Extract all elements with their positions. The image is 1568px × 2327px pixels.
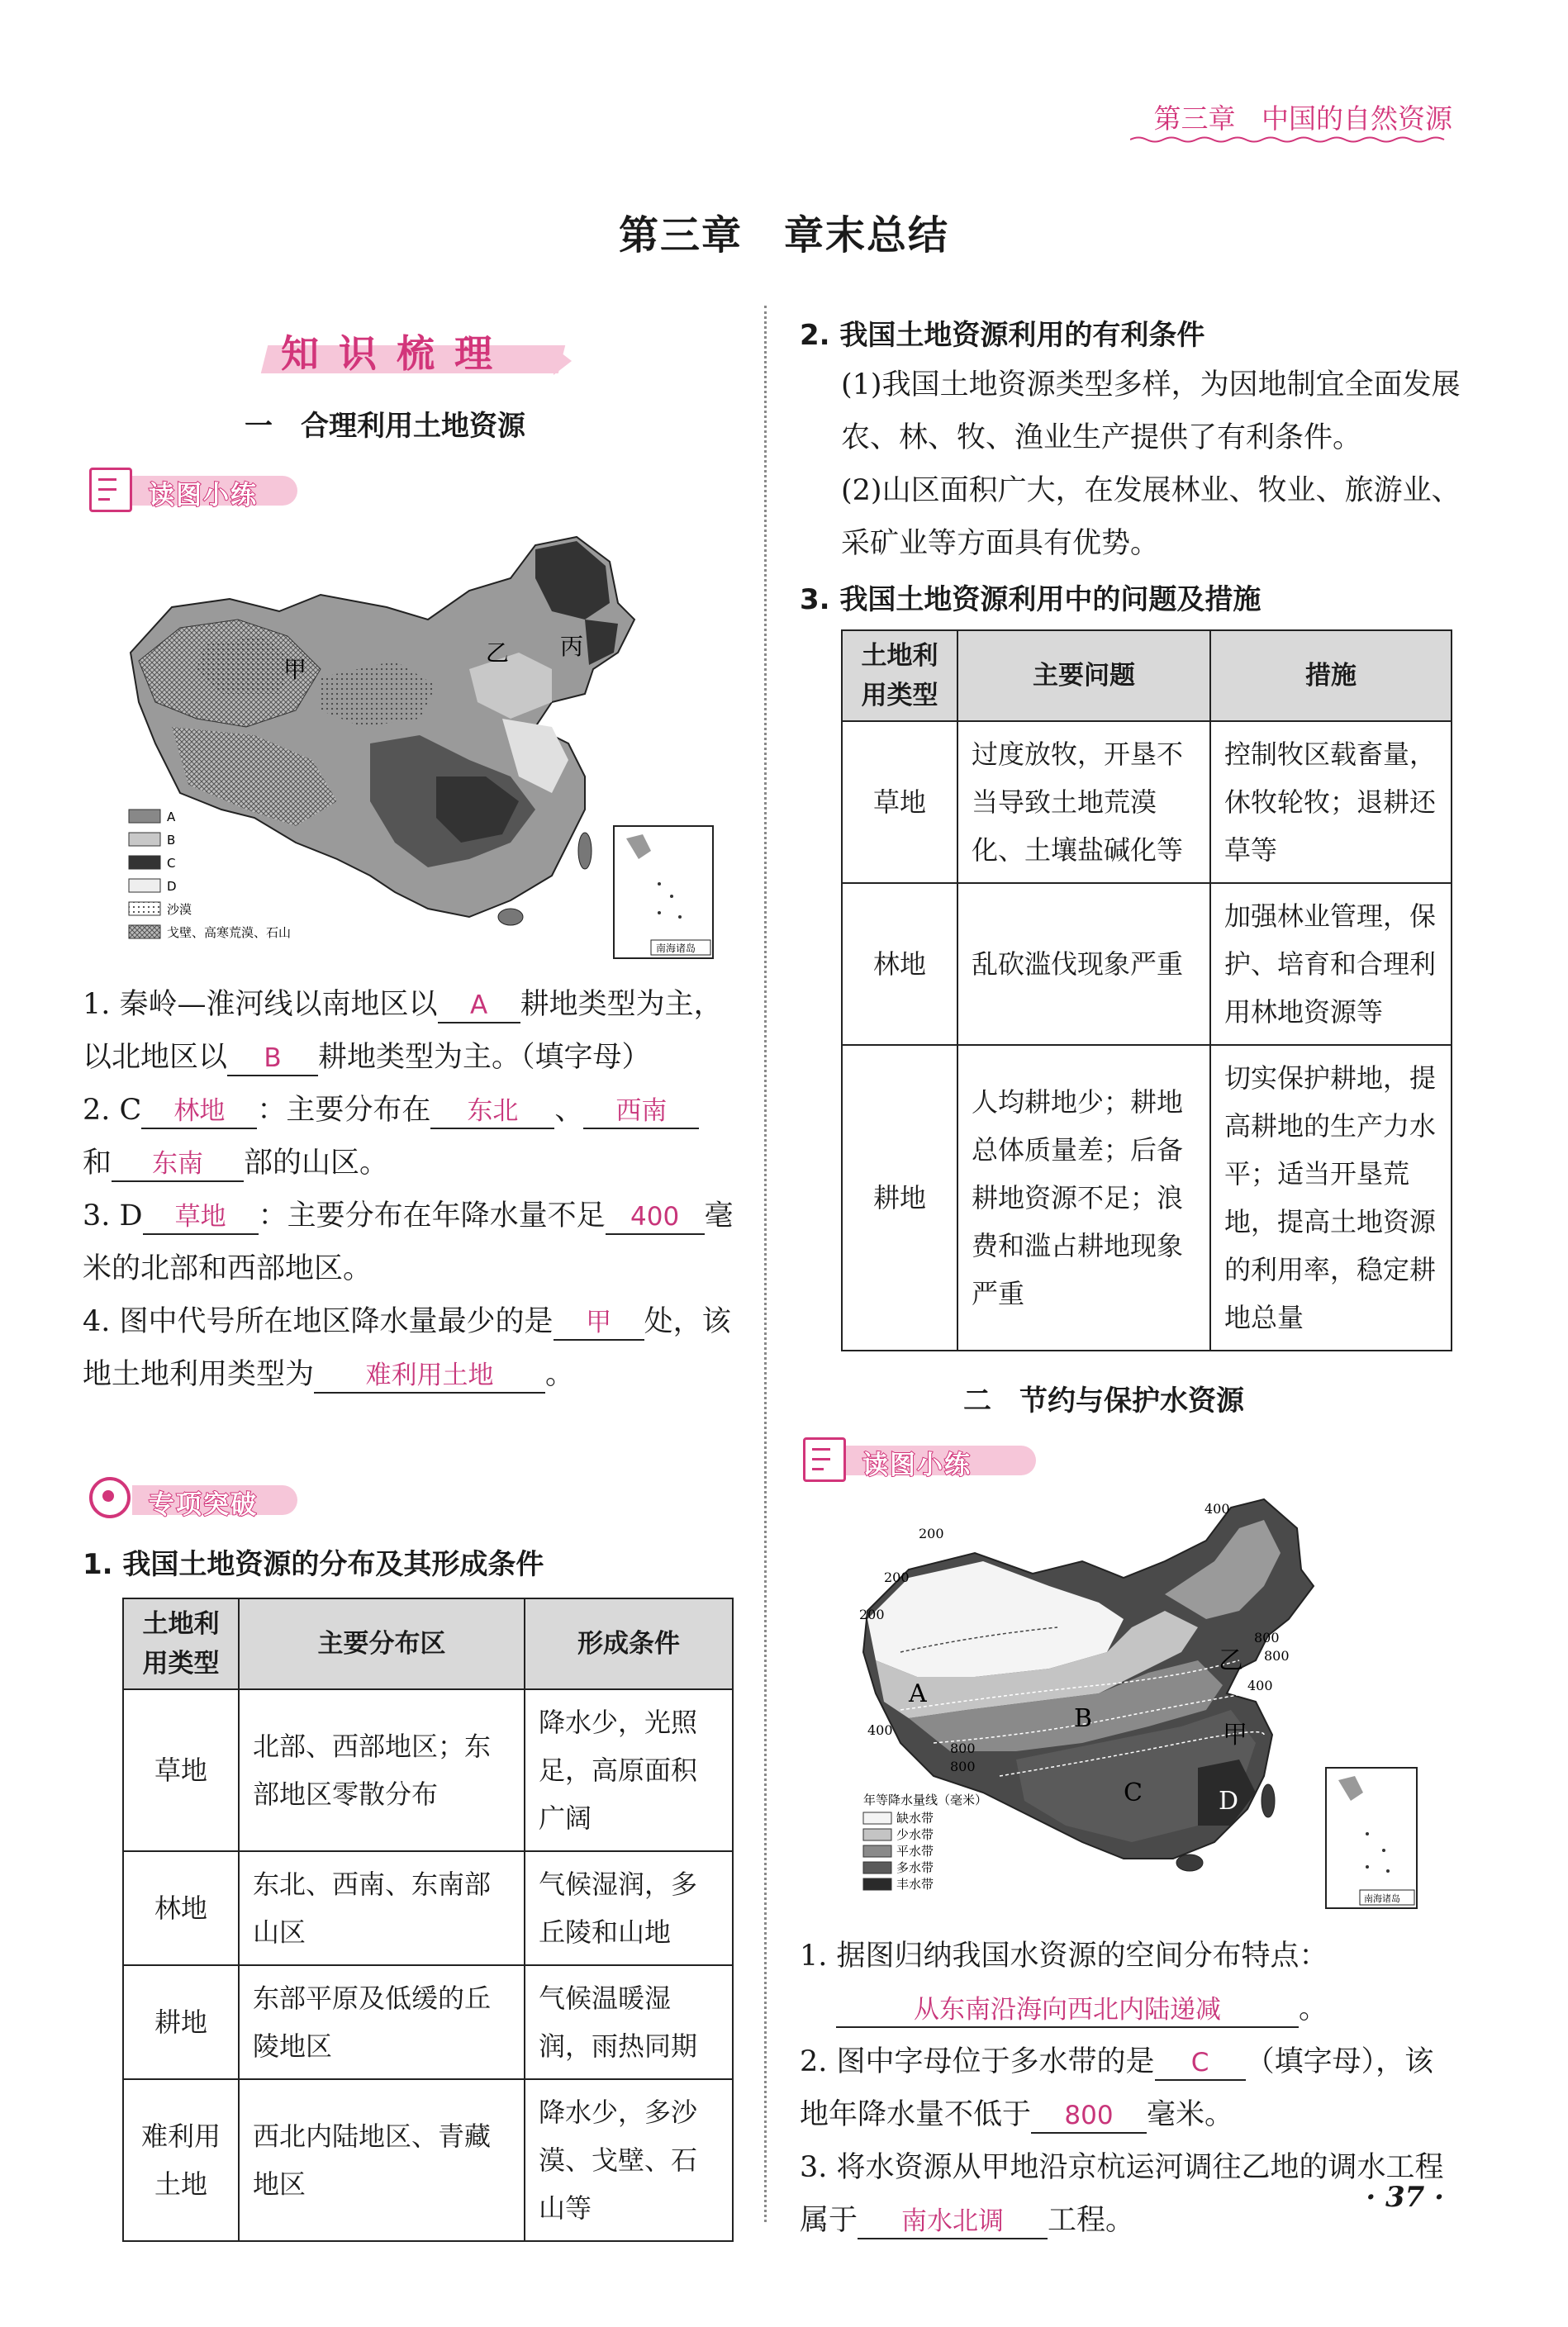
svg-text:B: B xyxy=(1074,1704,1093,1733)
right-h3: 3. 我国土地资源利用中的问题及措施 xyxy=(800,583,1262,616)
svg-text:D: D xyxy=(167,879,177,894)
column-divider xyxy=(764,306,767,2222)
right-h2: 2. 我国土地资源利用的有利条件 xyxy=(800,319,1205,352)
page-number: · 37 · xyxy=(1366,2181,1444,2214)
page-title: 第三章 章末总结 xyxy=(618,212,949,259)
water-resources-map xyxy=(851,1495,1429,1925)
running-header: 第三章 中国的自然资源 xyxy=(1153,102,1452,135)
svg-text:400: 400 xyxy=(867,1722,893,1738)
table1-heading: 1. 我国土地资源的分布及其形成条件 xyxy=(83,1548,544,1581)
right-p2: (2)山区面积广大，在发展林业、牧业、旅游业、采矿业等方面具有优势。 xyxy=(841,474,1461,560)
table-row: 耕地 东部平原及低缓的丘陵地区 气候温暖湿润，雨热同期 xyxy=(123,1965,733,2079)
table-row: 林地 乱砍滥伐现象严重 加强林业管理，保护、培育和合理利用林地资源等 xyxy=(842,883,1452,1045)
answer-blank[interactable]: 从东南沿海向西北内陆递减 xyxy=(836,1993,1299,2028)
t1-header-cell: 土地利用类型 xyxy=(123,1598,239,1689)
table-row: 草地 北部、西部地区；东部地区零散分布 降水少，光照足，高原面积广阔 xyxy=(123,1689,733,1851)
tag-read-map-1: 读图小练 xyxy=(89,468,296,512)
q2-item-3: 3. 将水资源从甲地沿京杭运河调往乙地的调水工程属于 南水北调 工程。 xyxy=(800,2141,1461,2247)
q2-item-1: 1. 据图归纳我国水资源的空间分布特点： 从东南沿海向西北内陆递减 。 xyxy=(800,1930,1461,2035)
tag-special: 专项突破 xyxy=(89,1477,304,1522)
svg-text:800: 800 xyxy=(1254,1630,1280,1646)
answer-blank[interactable]: 西南 xyxy=(583,1095,699,1129)
table-row: 难利用土地 西北内陆地区、青藏地区 降水少，多沙漠、戈壁、石山等 xyxy=(123,2079,733,2241)
table-row: 耕地 人均耕地少；耕地总体质量差；后备耕地资源不足；浪费和滥占耕地现象严重 切实保护耕地，提高耕地的生产力水平；适当开垦荒地，提高土地资源的利用率，稳定耕地总量 xyxy=(842,1045,1452,1351)
map2-inset xyxy=(1326,1768,1417,1908)
svg-text:800: 800 xyxy=(950,1759,976,1774)
svg-text:南海诸岛: 南海诸岛 xyxy=(1364,1893,1400,1904)
answer-blank[interactable]: A xyxy=(438,989,520,1023)
svg-text:200: 200 xyxy=(884,1570,910,1585)
answer-blank[interactable]: 800 xyxy=(1031,2099,1147,2134)
t2-header-cell: 主要问题 xyxy=(957,630,1210,721)
answer-blank[interactable]: 草地 xyxy=(143,1200,259,1235)
svg-text:C: C xyxy=(167,856,176,871)
q1-item-4: 4. 图中代号所在地区降水量最少的是 甲 处，该地土地利用类型为 难利用土地 。 xyxy=(83,1295,744,1401)
target-icon xyxy=(89,1477,131,1518)
q1-item-3: 3. D 草地 ：主要分布在年降水量不足 400 毫米的北部和西部地区。 xyxy=(83,1199,734,1285)
table-land-issues xyxy=(841,629,1452,1351)
q1-item-1: 1. 秦岭—淮河线以南地区以 A 耕地类型为主，以北地区以 B 耕地类型为主。（填字母） xyxy=(83,978,744,1084)
svg-text:平水带: 平水带 xyxy=(896,1844,934,1859)
svg-text:年等降水量线（毫米）: 年等降水量线（毫米） xyxy=(863,1793,988,1807)
svg-text:沙漠: 沙漠 xyxy=(167,902,192,917)
svg-text:甲: 甲 xyxy=(1223,1721,1247,1750)
svg-text:A: A xyxy=(909,1679,927,1708)
section1-title: 一 合理利用土地资源 xyxy=(245,410,525,443)
t1-header-cell: 形成条件 xyxy=(525,1598,733,1689)
land-use-map xyxy=(122,529,725,966)
svg-text:D: D xyxy=(1219,1787,1239,1816)
svg-text:400: 400 xyxy=(1247,1678,1273,1693)
svg-text:丰水带: 丰水带 xyxy=(896,1877,934,1892)
t2-header-cell: 土地利用类型 xyxy=(842,630,957,721)
svg-text:200: 200 xyxy=(919,1526,944,1541)
svg-text:缺水带: 缺水带 xyxy=(896,1811,934,1826)
header-wave-decoration xyxy=(1130,135,1452,144)
answer-blank[interactable]: B xyxy=(227,1042,318,1076)
map2-legend xyxy=(863,1793,987,1892)
svg-text:戈壁、高寒荒漠、石山: 戈壁、高寒荒漠、石山 xyxy=(167,925,292,940)
svg-text:乙: 乙 xyxy=(1219,1646,1243,1675)
tag-read-map-2: 读图小练 xyxy=(803,1437,1034,1482)
answer-blank[interactable]: 林地 xyxy=(141,1095,257,1129)
t1-header-cell: 主要分布区 xyxy=(239,1598,525,1689)
svg-text:800: 800 xyxy=(1264,1648,1290,1664)
banner-knowledge: 知识梳理 xyxy=(248,322,578,380)
svg-text:800: 800 xyxy=(950,1741,976,1756)
svg-text:400: 400 xyxy=(1205,1501,1230,1517)
q2-item-2: 2. 图中字母位于多水带的是 C （填字母），该地年降水量不低于 800 毫米。 xyxy=(800,2035,1461,2141)
answer-blank[interactable]: 400 xyxy=(606,1200,705,1235)
answer-blank[interactable]: 难利用土地 xyxy=(314,1359,545,1394)
answer-blank[interactable]: 南水北调 xyxy=(858,2205,1048,2239)
svg-text:A: A xyxy=(167,810,176,824)
q1-list xyxy=(83,978,744,1401)
table-land-distribution xyxy=(122,1598,734,2242)
map1-label-jia: 甲 xyxy=(283,656,307,683)
svg-text:南海诸岛: 南海诸岛 xyxy=(656,943,696,954)
right-p1: (1)我国土地资源类型多样，为因地制宜全面发展农、林、牧、渔业生产提供了有利条件。 xyxy=(841,368,1461,454)
section2-title: 二 节约与保护水资源 xyxy=(963,1384,1244,1418)
svg-text:200: 200 xyxy=(859,1607,885,1622)
map1-label-yi: 乙 xyxy=(486,639,510,667)
q1-item-2: 2. C 林地 ：主要分布在 东北 、 西南 和 东南 部的山区。 xyxy=(83,1084,744,1190)
svg-text:C: C xyxy=(1124,1778,1143,1807)
answer-blank[interactable]: C xyxy=(1155,2046,1246,2081)
pencil-note-icon xyxy=(803,1437,846,1482)
pencil-note-icon xyxy=(89,468,132,512)
map1-legend xyxy=(129,810,291,940)
table-row: 草地 过度放牧，开垦不当导致土地荒漠化、土壤盐碱化等 控制牧区载畜量，休牧轮牧；退耕还草等 xyxy=(842,721,1452,883)
table-row: 林地 东北、西南、东南部山区 气候湿润，多丘陵和山地 xyxy=(123,1851,733,1965)
answer-blank[interactable]: 东南 xyxy=(112,1147,244,1182)
answer-blank[interactable]: 东北 xyxy=(430,1095,554,1129)
answer-blank[interactable]: 甲 xyxy=(554,1306,644,1341)
svg-text:少水带: 少水带 xyxy=(896,1827,934,1842)
svg-text:多水带: 多水带 xyxy=(896,1860,934,1875)
t2-header-cell: 措施 xyxy=(1210,630,1452,721)
q2-list xyxy=(800,1930,1461,2247)
map1-label-bing: 丙 xyxy=(560,633,584,660)
map1-inset xyxy=(614,826,713,958)
svg-text:B: B xyxy=(167,833,176,848)
